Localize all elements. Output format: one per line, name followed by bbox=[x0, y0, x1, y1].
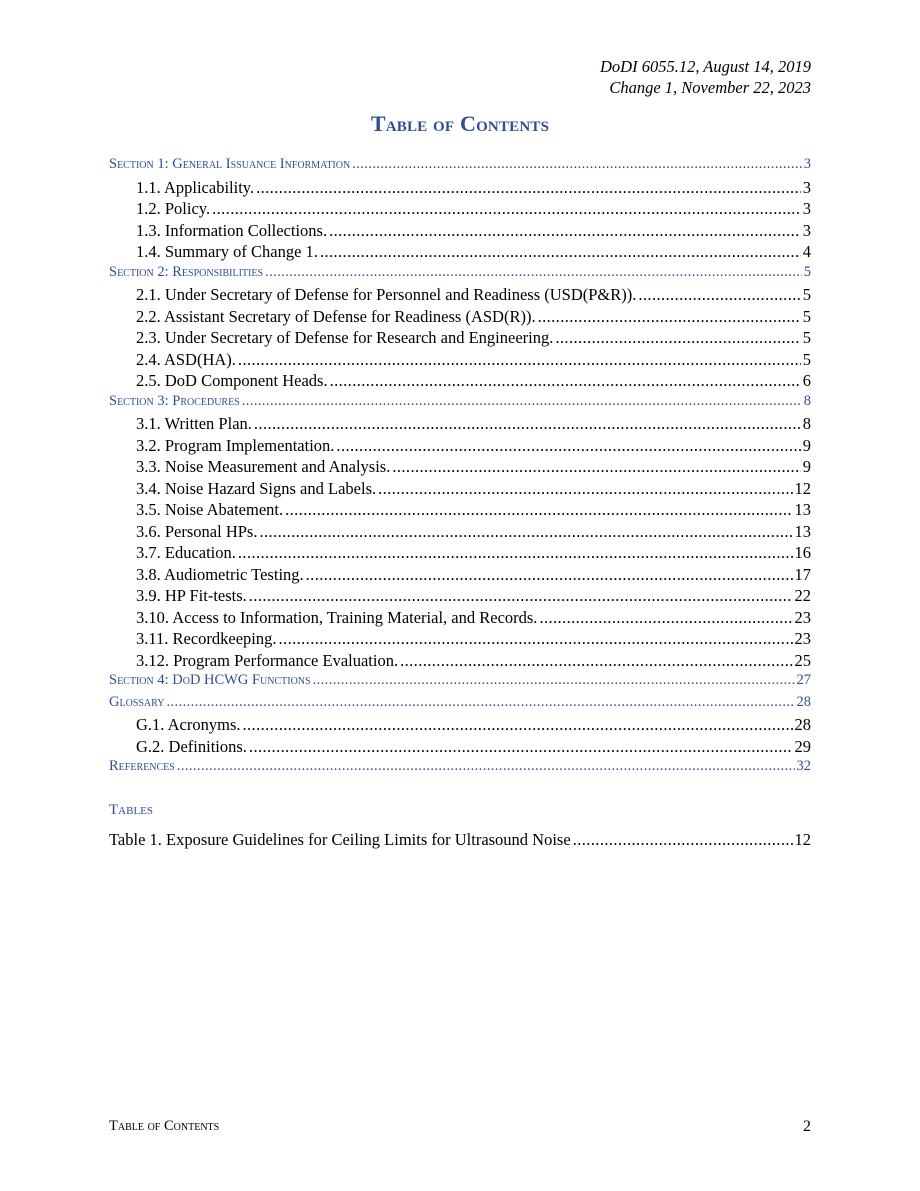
dot-leader bbox=[238, 350, 801, 370]
dot-leader bbox=[279, 629, 793, 649]
toc-entry-label: 3.12. Program Performance Evaluation. bbox=[136, 650, 399, 670]
toc-subsection-entry[interactable] bbox=[109, 350, 811, 372]
toc-entry-label: Section 3: Procedures bbox=[109, 392, 240, 409]
dot-leader bbox=[167, 694, 795, 711]
toc-subsection-entry[interactable] bbox=[109, 414, 811, 436]
toc-entry-page: 4 bbox=[802, 242, 811, 261]
toc-subsection-entry[interactable] bbox=[109, 608, 811, 630]
dot-leader bbox=[313, 672, 795, 689]
toc-entry-page: 3 bbox=[802, 220, 811, 240]
toc-entry-page: 3 bbox=[803, 156, 811, 172]
dot-leader bbox=[177, 758, 795, 775]
toc-entry-label: 2.5. DoD Component Heads. bbox=[136, 371, 328, 390]
toc-entry-page: 8 bbox=[803, 392, 811, 409]
toc-entry-page: 5 bbox=[803, 263, 811, 280]
toc-entry-label: Section 1: General Issuance Information bbox=[109, 156, 351, 172]
toc-subsection-entry[interactable] bbox=[109, 178, 811, 200]
dot-leader bbox=[336, 436, 800, 456]
toc-entry-page: 6 bbox=[802, 371, 811, 390]
toc-section-entry[interactable] bbox=[109, 156, 811, 178]
toc-entry-page: 13 bbox=[794, 500, 811, 519]
dot-leader bbox=[249, 586, 793, 606]
toc-subsection-entry[interactable] bbox=[109, 629, 811, 651]
dot-leader bbox=[265, 264, 802, 281]
toc-subsection-entry[interactable] bbox=[109, 522, 811, 544]
toc-entry-label: 3.10. Access to Information, Training Material, and Records. bbox=[136, 607, 538, 627]
dot-leader bbox=[285, 500, 792, 520]
toc-subsection-entry[interactable] bbox=[109, 221, 811, 243]
document-header bbox=[600, 56, 811, 98]
toc-entry-page: 5 bbox=[802, 328, 811, 347]
toc-entry-page: 28 bbox=[796, 693, 811, 710]
toc-entry-label: 2.4. ASD(HA). bbox=[136, 349, 236, 369]
toc-entry-page: 12 bbox=[794, 830, 811, 849]
toc-entry-page: 23 bbox=[794, 629, 811, 648]
toc-entry-page: 12 bbox=[794, 478, 811, 498]
toc-entry-page: 5 bbox=[802, 306, 811, 326]
toc-subsection-entry[interactable] bbox=[109, 565, 811, 587]
toc-entry-label: 1.3. Information Collections. bbox=[136, 220, 328, 240]
toc-subsection-entry[interactable] bbox=[109, 651, 811, 673]
toc-subsection-entry[interactable] bbox=[109, 500, 811, 522]
dot-leader bbox=[256, 178, 801, 198]
list-of-tables bbox=[109, 830, 811, 852]
header-line-change: Change 1, November 22, 2023 bbox=[609, 78, 811, 97]
toc-entry-page: 22 bbox=[794, 586, 811, 605]
toc-subsection-entry[interactable] bbox=[109, 457, 811, 479]
toc-subsection-entry[interactable] bbox=[109, 543, 811, 565]
toc-entry-label: Section 4: DoD HCWG Functions bbox=[109, 672, 311, 688]
toc-entry-label: Section 2: Responsibilities bbox=[109, 263, 264, 280]
dot-leader bbox=[212, 199, 801, 219]
dot-leader bbox=[539, 608, 792, 628]
toc-entry-page: 5 bbox=[802, 349, 811, 369]
toc-table-entry[interactable] bbox=[109, 830, 811, 852]
toc-entry-label: 3.4. Noise Hazard Signs and Labels. bbox=[136, 478, 377, 498]
toc-entry-label: 3.6. Personal HPs. bbox=[136, 521, 258, 541]
toc-section-entry[interactable] bbox=[109, 672, 811, 694]
dot-leader bbox=[555, 328, 800, 348]
toc-subsection-entry[interactable] bbox=[109, 199, 811, 221]
toc-entry-label: 2.2. Assistant Secretary of Defense for Readiness (ASD(R)). bbox=[136, 306, 536, 326]
toc-subsection-entry[interactable] bbox=[109, 715, 811, 737]
toc-subsection-entry[interactable] bbox=[109, 285, 811, 307]
toc-subsection-entry[interactable] bbox=[109, 371, 811, 393]
toc-entry-page: 3 bbox=[802, 177, 811, 197]
dot-leader bbox=[243, 715, 793, 735]
toc-section-entry[interactable] bbox=[109, 264, 811, 286]
toc-entry-label: 1.2. Policy. bbox=[136, 199, 211, 218]
toc-entry-page: 5 bbox=[802, 285, 811, 304]
toc-entry-label: References bbox=[109, 758, 175, 774]
dot-leader bbox=[306, 565, 793, 585]
dot-leader bbox=[538, 307, 801, 327]
toc-entry-label: 3.3. Noise Measurement and Analysis. bbox=[136, 457, 391, 476]
toc-entry-label: 3.9. HP Fit-tests. bbox=[136, 586, 247, 605]
toc-subsection-entry[interactable] bbox=[109, 479, 811, 501]
toc-entry-page: 13 bbox=[794, 521, 811, 541]
table-of-contents bbox=[109, 156, 811, 780]
dot-leader bbox=[352, 156, 802, 173]
toc-entry-label: G.2. Definitions. bbox=[136, 736, 247, 756]
toc-subsection-entry[interactable] bbox=[109, 328, 811, 350]
dot-leader bbox=[392, 457, 800, 477]
header-line-issuance: DoDI 6055.12, August 14, 2019 bbox=[600, 57, 811, 76]
dot-leader bbox=[573, 830, 793, 850]
toc-entry-page: 9 bbox=[802, 435, 811, 455]
page-footer bbox=[109, 1118, 811, 1136]
toc-entry-page: 8 bbox=[802, 414, 811, 433]
dot-leader bbox=[400, 651, 792, 671]
toc-subsection-entry[interactable] bbox=[109, 307, 811, 329]
dot-leader bbox=[242, 393, 802, 410]
toc-section-entry[interactable] bbox=[109, 694, 811, 716]
toc-entry-label: 1.1. Applicability. bbox=[136, 177, 255, 197]
toc-entry-label: 3.5. Noise Abatement. bbox=[136, 500, 284, 519]
toc-subsection-entry[interactable] bbox=[109, 586, 811, 608]
toc-entry-page: 9 bbox=[802, 457, 811, 476]
dot-leader bbox=[249, 737, 793, 757]
dot-leader bbox=[254, 414, 801, 434]
toc-entry-label: G.1. Acronyms. bbox=[136, 715, 241, 734]
dot-leader bbox=[238, 543, 793, 563]
toc-entry-label: 3.2. Program Implementation. bbox=[136, 435, 335, 455]
toc-section-entry[interactable] bbox=[109, 393, 811, 415]
footer-page-number: 2 bbox=[803, 1118, 811, 1135]
toc-entry-label: 3.7. Education. bbox=[136, 543, 236, 562]
dot-leader bbox=[329, 221, 801, 241]
dot-leader bbox=[638, 285, 800, 305]
toc-entry-page: 28 bbox=[794, 715, 811, 734]
dot-leader bbox=[259, 522, 792, 542]
toc-entry-page: 29 bbox=[794, 736, 811, 756]
toc-entry-page: 32 bbox=[796, 758, 811, 774]
page-title: Table of Contents bbox=[370, 111, 550, 136]
dot-leader bbox=[330, 371, 801, 391]
toc-entry-label: 2.1. Under Secretary of Defense for Personnel and Readiness (USD(P&R)). bbox=[136, 285, 637, 304]
toc-entry-label: Table 1. Exposure Guidelines for Ceiling Limits for Ultrasound Noise bbox=[109, 830, 571, 849]
tables-heading: Tables bbox=[109, 802, 153, 818]
toc-subsection-entry[interactable] bbox=[109, 737, 811, 759]
toc-entry-label: 3.8. Audiometric Testing. bbox=[136, 564, 304, 584]
toc-entry-page: 3 bbox=[802, 199, 811, 218]
toc-entry-page: 17 bbox=[794, 564, 811, 584]
toc-entry-label: 3.1. Written Plan. bbox=[136, 414, 252, 433]
dot-leader bbox=[320, 242, 801, 262]
toc-entry-page: 27 bbox=[796, 672, 811, 688]
dot-leader bbox=[378, 479, 792, 499]
toc-section-entry[interactable] bbox=[109, 758, 811, 780]
toc-entry-page: 16 bbox=[794, 543, 811, 562]
toc-entry-page: 23 bbox=[794, 607, 811, 627]
toc-entry-label: 3.11. Recordkeeping. bbox=[136, 629, 277, 648]
toc-subsection-entry[interactable] bbox=[109, 436, 811, 458]
toc-entry-page: 25 bbox=[794, 650, 811, 670]
toc-entry-label: 1.4. Summary of Change 1. bbox=[136, 242, 318, 261]
toc-entry-label: Glossary bbox=[109, 693, 165, 710]
toc-entry-label: 2.3. Under Secretary of Defense for Research and Engineering. bbox=[136, 328, 554, 347]
footer-label: Table of Contents bbox=[109, 1118, 220, 1134]
toc-subsection-entry[interactable] bbox=[109, 242, 811, 264]
